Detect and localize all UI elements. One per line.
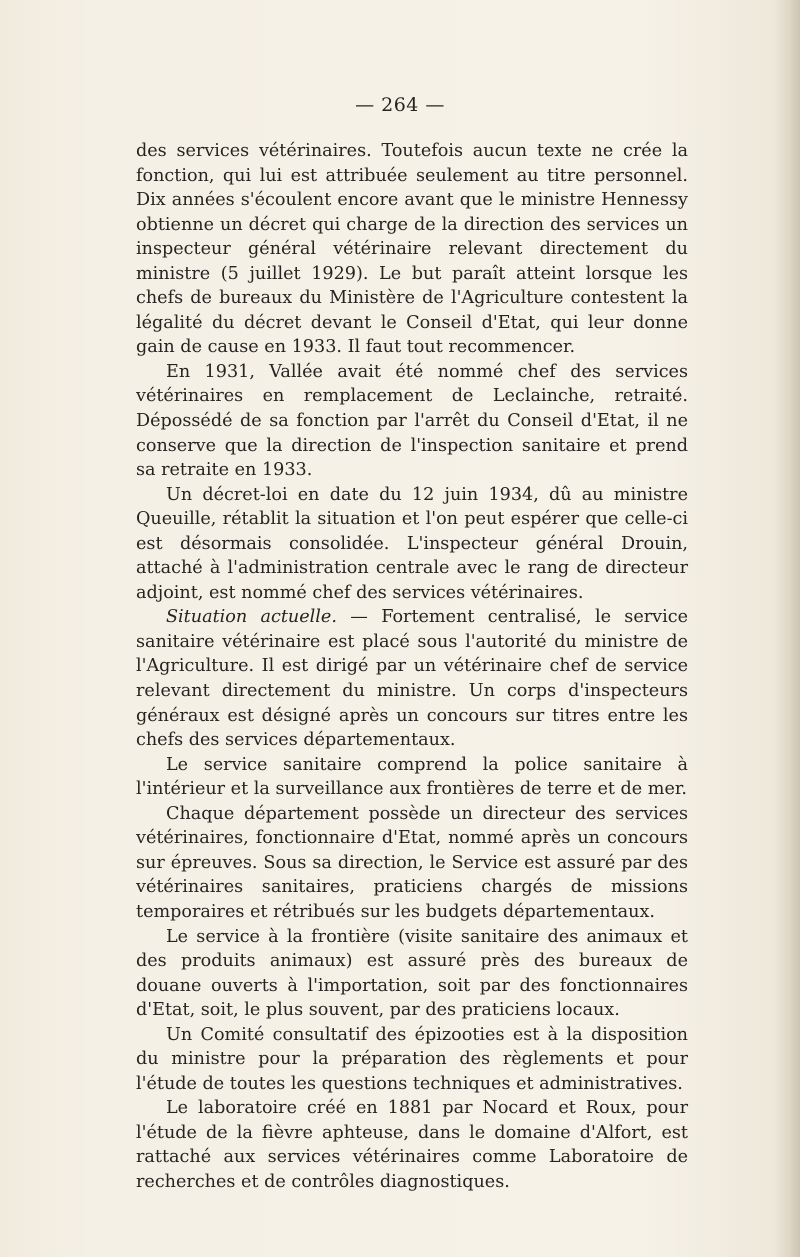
paragraph: En 1931, Vallée avait été nommé chef des services vétérinaires en remplacement de Leclainche, retraité. Dépossédé de sa fonction par l'arrêt du Conseil d'Etat, il ne conserve que la direction de l'inspection sanitaire et prend sa retraite en 1933. <box>136 361 688 481</box>
page-edge-shadow <box>774 0 800 1257</box>
paragraph: Un Comité consultatif des épizooties est à la disposition du ministre pour la préparation des règlements et pour l'étude de toutes les questions techniques et administratives. <box>136 1024 688 1094</box>
paragraph: Le laboratoire créé en 1881 par Nocard et Roux, pour l'étude de la fièvre aphteuse, dans le domaine d'Alfort, est rattaché aux services vétérinaires comme Laboratoire de recherches et de contrôles diagnostiques. <box>136 1098 688 1192</box>
section-heading: Situation actuelle. <box>166 607 337 628</box>
page-number: — 264 — <box>355 94 445 116</box>
paragraph: des services vétérinaires. Toutefois aucun texte ne crée la fonction, qui lui est attribuée seulement au titre personnel. Dix années s'écoulent encore avant que le ministre Hennessy obtienne un décret qui charge de la direction des services un inspecteur général vétérinaire relevant directement du ministre (5 juillet 1929). Le but paraît atteint lorsque les chefs de bureaux du Ministère de l'Agriculture contestent la légalité du décret devant le Conseil d'Etat, qui leur donne gain de cause en 1933. Il faut tout recommencer. <box>136 141 688 358</box>
paragraph: Chaque département possède un directeur des services vétérinaires, fonctionnaire d'Etat, nommé après un concours sur épreuves. Sous sa direction, le Service est assuré par des vétérinaires sanitaires, praticiens chargés de missions temporaires et rétribués sur les budgets départementaux. <box>136 803 688 922</box>
body-text <box>136 139 688 1195</box>
paragraph-text: — Fortement centralisé, le service sanitaire vétérinaire est placé sous l'autorité du ministre de l'Agriculture. Il est dirigé par un vétérinaire chef de service relevant directement du ministre. Un corps d'inspecteurs généraux est désigné après un concours sur titres entre les chefs des services départementaux. <box>136 607 688 751</box>
paragraph <box>136 605 688 752</box>
paragraph: Un décret-loi en date du 12 juin 1934, dû au ministre Queuille, rétablit la situation et l'on peut espérer que celle-ci est désormais consolidée. L'inspecteur général Drouin, attaché à l'administration centrale avec le rang de directeur adjoint, est nommé chef des services vétérinaires. <box>136 484 688 603</box>
paragraph: Le service à la frontière (visite sanitaire des animaux et des produits animaux) est assuré près des bureaux de douane ouverts à l'importation, soit par des fonctionnaires d'Etat, soit, le plus souvent, par des praticiens locaux. <box>136 926 688 1021</box>
paragraph: Le service sanitaire comprend la police sanitaire à l'intérieur et la surveillance aux frontières de terre et de mer. <box>136 754 688 800</box>
